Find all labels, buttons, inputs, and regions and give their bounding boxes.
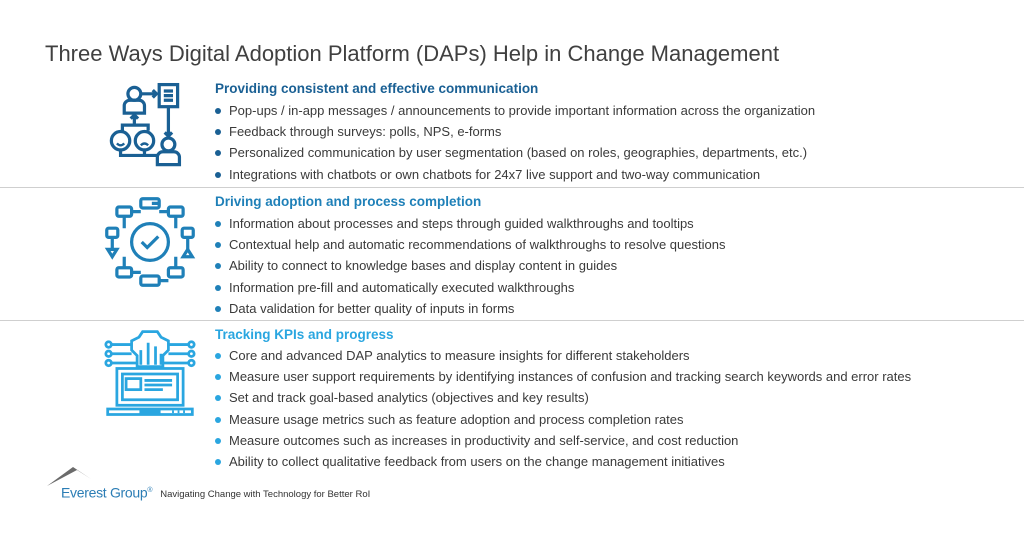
list-item [215, 142, 815, 163]
divider [0, 320, 1024, 321]
list-item [215, 366, 911, 387]
bullet-icon [215, 285, 221, 291]
list-item [215, 121, 815, 142]
bullet-icon [215, 129, 221, 135]
list-item [215, 100, 815, 121]
bullet-icon [215, 172, 221, 178]
bullet-icon [215, 242, 221, 248]
bullet-icon [215, 374, 221, 380]
list-item-text: Integrations with chatbots or own chatbots for 24x7 live support and two-way communication [229, 166, 761, 182]
list-item [215, 298, 725, 319]
bullet-icon [215, 108, 221, 114]
list-item-text: Contextual help and automatic recommendations of walkthroughs to resolve questions [229, 237, 726, 253]
list-item-text: Personalized communication by user segmentation (based on roles, geographies, departments, etc.) [229, 145, 808, 161]
list-item-text: Core and advanced DAP analytics to measure insights for different stakeholders [229, 348, 690, 363]
bullet-list [215, 100, 815, 185]
bullet-icon [215, 459, 221, 465]
divider [0, 187, 1024, 188]
list-item-text: Measure outcomes such as increases in productivity and self-service, and cost reduction [229, 432, 739, 448]
bullet-icon [215, 353, 221, 359]
laptop-analytics-icon [104, 328, 196, 420]
section-heading: Driving adoption and process completion [215, 194, 482, 209]
bullet-icon [215, 417, 221, 423]
section-heading: Providing consistent and effective communication [215, 81, 539, 96]
list-item [215, 164, 815, 185]
bullet-icon [215, 221, 221, 227]
bullet-icon [215, 150, 221, 156]
list-item-text: Pop-ups / in-app messages / announcements to provide important information across the organization [229, 103, 816, 118]
communication-flow-icon [104, 80, 196, 172]
list-item [215, 430, 911, 451]
list-item [215, 234, 725, 255]
list-item [215, 409, 911, 430]
list-item [215, 387, 911, 408]
section-heading: Tracking KPIs and progress [215, 327, 394, 342]
tagline: Navigating Change with Technology for Better RoI [160, 489, 371, 500]
process-cycle-check-icon [104, 196, 196, 288]
list-item-text: Data validation for better quality of inputs in forms [229, 300, 515, 316]
bullet-icon [215, 395, 221, 401]
list-item [215, 451, 911, 472]
bullet-icon [215, 306, 221, 312]
brand-name [61, 482, 152, 502]
list-item-text: Ability to connect to knowledge bases and display content in guides [229, 258, 618, 274]
list-item-text: Information about processes and steps through guided walkthroughs and tooltips [229, 216, 694, 231]
list-item [215, 213, 725, 234]
bullet-icon [215, 263, 221, 269]
list-item-text: Measure user support requirements by identifying instances of confusion and tracking search keywords and error rates [229, 369, 912, 385]
registered-mark: ® [147, 487, 153, 495]
footer [45, 478, 370, 502]
bullet-icon [215, 438, 221, 444]
page-title: Three Ways Digital Adoption Platform (DAPs) Help in Change Management [45, 41, 780, 66]
list-item-text: Ability to collect qualitative feedback from users on the change management initiatives [229, 453, 725, 469]
brand-text: Everest Group [61, 485, 148, 501]
list-item [215, 255, 725, 276]
list-item-text: Feedback through surveys: polls, NPS, e-forms [229, 124, 502, 140]
list-item-text: Measure usage metrics such as feature adoption and process completion rates [229, 411, 684, 427]
list-item [215, 345, 911, 366]
list-item-text: Set and track goal-based analytics (objectives and key results) [229, 390, 589, 406]
bullet-list [215, 345, 911, 472]
bullet-list [215, 213, 725, 319]
list-item-text: Information pre-fill and automatically executed walkthroughs [229, 279, 575, 295]
list-item [215, 277, 725, 298]
